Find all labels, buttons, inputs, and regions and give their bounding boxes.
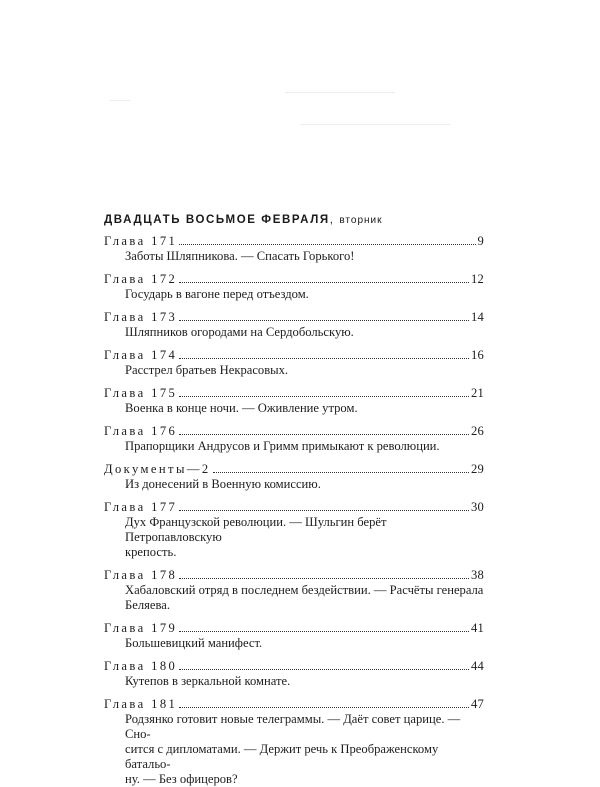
chapter-title: Глава 178 xyxy=(104,568,178,582)
chapter-summary-line: сится с дипломатами. — Держит речь к Преображенскому батальо- xyxy=(125,742,439,771)
dot-leader xyxy=(179,631,469,632)
dot-leader xyxy=(179,358,469,359)
toc-entry xyxy=(104,500,484,560)
toc-entry xyxy=(104,234,484,264)
toc-entry-line xyxy=(104,462,484,477)
toc-entry-line xyxy=(104,348,484,363)
chapter-title: Глава 172 xyxy=(104,272,178,286)
dot-leader xyxy=(179,320,469,321)
dot-leader xyxy=(179,510,469,511)
page-number: 9 xyxy=(477,234,484,248)
chapter-title: Глава 174 xyxy=(104,348,178,362)
chapter-summary-line: ну. — Без офицеров? xyxy=(125,772,238,786)
page-number: 30 xyxy=(471,500,484,514)
chapter-title: Глава 177 xyxy=(104,500,178,514)
dot-leader xyxy=(179,578,469,579)
dot-leader xyxy=(213,472,469,473)
page-number: 47 xyxy=(471,697,484,711)
chapter-summary-line: крепость. xyxy=(125,545,177,559)
chapter-title: Глава 173 xyxy=(104,310,178,324)
toc-entry-line xyxy=(104,621,484,636)
chapter-title: Глава 176 xyxy=(104,424,178,438)
page-number: 29 xyxy=(471,462,484,476)
page-number: 16 xyxy=(471,348,484,362)
toc-entry xyxy=(104,424,484,454)
toc-entry xyxy=(104,659,484,689)
dot-leader xyxy=(179,669,469,670)
chapter-summary-line: Беляева. xyxy=(125,598,171,612)
toc-entry xyxy=(104,568,484,613)
chapter-summary-line: Государь в вагоне перед отъездом. xyxy=(125,287,309,301)
chapter-summary-line: Большевицкий манифест. xyxy=(125,636,263,650)
chapter-summary-line: Дух Французской революции. — Шульгин берёт Петропавловскую xyxy=(125,515,387,544)
chapter-title: Глава 181 xyxy=(104,697,178,711)
chapter-summary-line: Хабаловский отряд в последнем бездействии. — Расчёты генерала xyxy=(125,583,484,597)
section-day: ДВАДЦАТЬ ВОСЬМОЕ ФЕВРАЛЯ xyxy=(104,214,330,226)
toc-entry xyxy=(104,697,484,787)
section-comma: , xyxy=(329,214,340,226)
page-number: 38 xyxy=(471,568,484,582)
dot-leader xyxy=(179,396,469,397)
chapter-title: Глава 179 xyxy=(104,621,178,635)
toc-entry xyxy=(104,462,484,492)
toc-entry-line xyxy=(104,697,484,712)
chapter-summary-line: Кутепов в зеркальной комнате. xyxy=(125,674,291,688)
toc-entry-line xyxy=(104,568,484,583)
page-number: 21 xyxy=(471,386,484,400)
chapter-title: Документы—2 xyxy=(104,462,211,476)
toc-entry xyxy=(104,310,484,340)
bleed-through-line xyxy=(285,92,395,93)
toc-entry xyxy=(104,348,484,378)
table-of-contents xyxy=(104,234,484,787)
page-number: 41 xyxy=(471,621,484,635)
chapter-summary-line: Шляпников огородами на Сердобольскую. xyxy=(125,325,354,339)
chapter-title: Глава 171 xyxy=(104,234,178,248)
toc-entry-line xyxy=(104,310,484,325)
section-heading xyxy=(104,214,383,226)
toc-entry xyxy=(104,621,484,651)
chapter-title: Глава 180 xyxy=(104,659,178,673)
toc-entry-line xyxy=(104,500,484,515)
chapter-summary-line: Расстрел братьев Некрасовых. xyxy=(125,363,289,377)
toc-entry xyxy=(104,272,484,302)
toc-entry-line xyxy=(104,424,484,439)
dot-leader xyxy=(179,707,469,708)
dot-leader xyxy=(179,244,475,245)
toc-entry-line xyxy=(104,234,484,249)
dot-leader xyxy=(179,434,469,435)
bleed-through-line xyxy=(300,124,450,125)
dot-leader xyxy=(179,282,469,283)
chapter-title: Глава 175 xyxy=(104,386,178,400)
page-number: 44 xyxy=(471,659,484,673)
chapter-summary-line: Военка в конце ночи. — Оживление утром. xyxy=(125,401,358,415)
chapter-summary-line: Прапорщики Андрусов и Гримм примыкают к революции. xyxy=(125,439,440,453)
toc-entry-line xyxy=(104,272,484,287)
toc-entry-line xyxy=(104,659,484,674)
chapter-summary-line: Из донесений в Военную комиссию. xyxy=(125,477,321,491)
chapter-summary-line: Родзянко готовит новые телеграммы. — Даёт совет царице. — Сно- xyxy=(125,712,461,741)
page-number: 12 xyxy=(471,272,484,286)
toc-entry xyxy=(104,386,484,416)
toc-entry-line xyxy=(104,386,484,401)
chapter-summary-line: Заботы Шляпникова. — Спасать Горького! xyxy=(125,249,355,263)
page-number: 14 xyxy=(471,310,484,324)
page-number: 26 xyxy=(471,424,484,438)
bleed-through-line xyxy=(110,100,130,101)
section-weekday: вторник xyxy=(339,215,383,226)
